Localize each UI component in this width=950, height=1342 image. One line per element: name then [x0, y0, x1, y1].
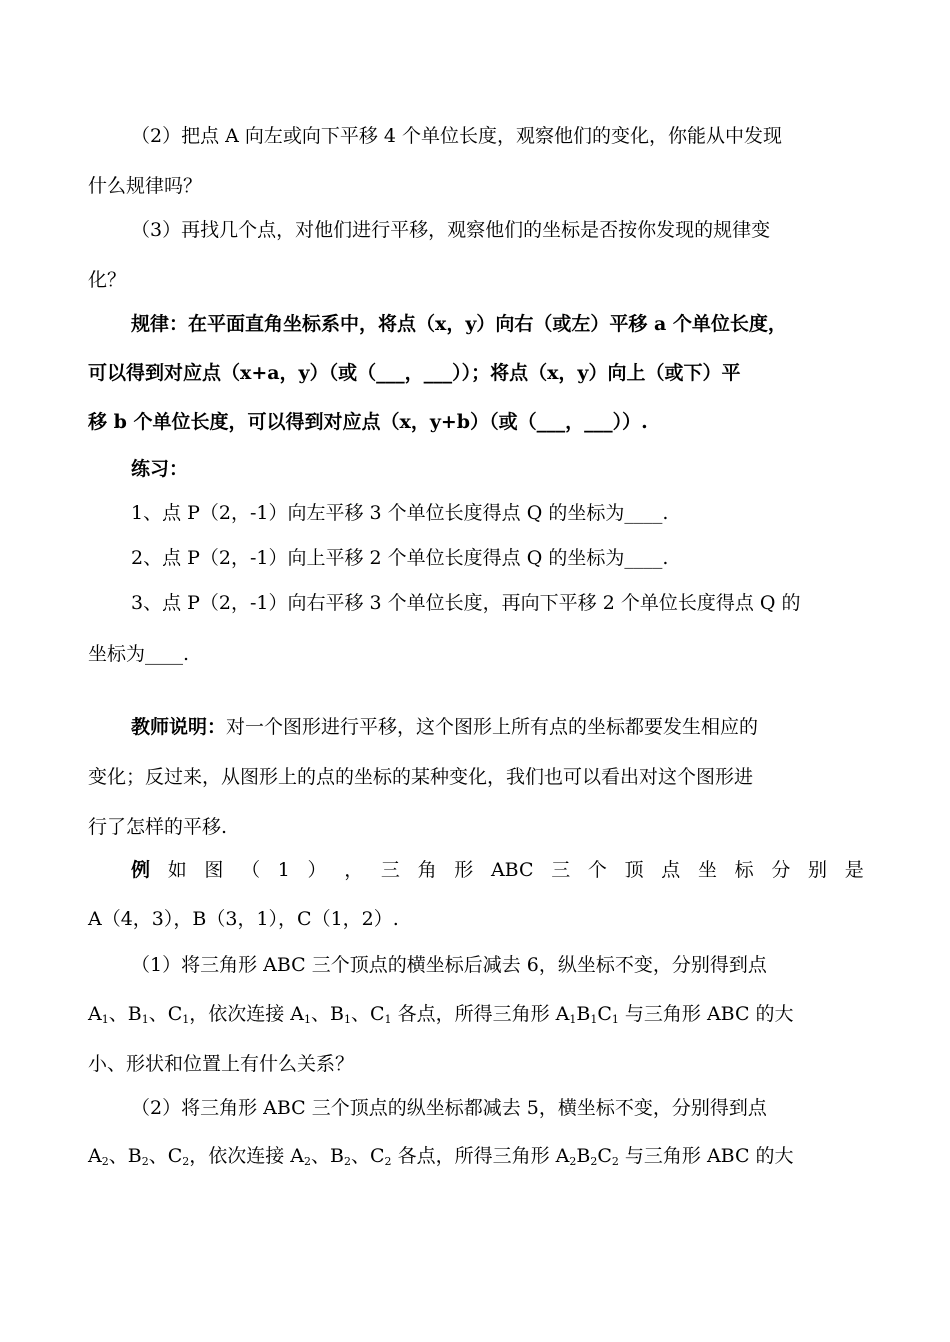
- example-token: 顶: [624, 859, 644, 881]
- subscript: 2: [343, 1155, 351, 1168]
- subscript: 2: [569, 1155, 577, 1168]
- example-token: ）: [307, 859, 327, 881]
- question-3-line-2: 化？: [88, 269, 127, 291]
- example-token: 如: [167, 859, 187, 881]
- teacher-note-line-3: 行了怎样的平移.: [88, 816, 228, 838]
- subscript: 1: [182, 1013, 190, 1026]
- text-run: B: [576, 1145, 591, 1167]
- question-2-line-1: （2）把点 A 向左或向下平移 4 个单位长度，观察他们的变化，你能从中发现: [131, 125, 783, 147]
- teacher-note-text: 对一个图形进行平移，这个图形上所有点的坐标都要发生相应的: [226, 716, 759, 738]
- example-token: 标: [734, 859, 754, 881]
- part-1-line-3: 小、形状和位置上有什么关系？: [88, 1053, 355, 1075]
- subscript: 1: [304, 1013, 312, 1026]
- text-run: 各点，所得三角形 A: [391, 1003, 570, 1025]
- text-run: 、C: [350, 1145, 385, 1167]
- text-run: 、B: [108, 1003, 142, 1025]
- example-token: 形: [454, 859, 474, 881]
- part-1-line-2: [88, 1001, 864, 1027]
- question-2-line-2: 什么规律吗？: [88, 175, 203, 197]
- example-token: 别: [808, 859, 828, 881]
- example-token: 点: [661, 859, 681, 881]
- text-run: 与三角形 ABC 的大: [618, 1145, 794, 1167]
- text-run: ，依次连接 A: [189, 1003, 305, 1025]
- part-2-line-2: [88, 1143, 864, 1169]
- rule-line-3: 移 b 个单位长度，可以得到对应点（x，y+b）（或（___，___））.: [88, 411, 648, 433]
- example-token: 坐: [697, 859, 717, 881]
- rule-line-2: 可以得到对应点（x+a，y）（或（___，___））；将点（x，y）向上（或下）平: [88, 362, 741, 384]
- text-run: A: [88, 1145, 102, 1167]
- part-1-line-1: （1）将三角形 ABC 三个顶点的横坐标后减去 6，纵坐标不变，分别得到点: [131, 954, 767, 976]
- exercise-3-line-1: 3、点 P（2，-1）向右平移 3 个单位长度，再向下平移 2 个单位长度得点 Q 的: [131, 592, 801, 614]
- example-token: 个: [587, 859, 607, 881]
- text-run: 、C: [350, 1003, 385, 1025]
- example-token: 三: [551, 859, 571, 881]
- text-run: 、B: [311, 1003, 344, 1025]
- exercise-1: 1、点 P（2，-1）向左平移 3 个单位长度得点 Q 的坐标为____.: [131, 502, 669, 524]
- text-run: C: [597, 1145, 612, 1167]
- subscript: 2: [590, 1155, 598, 1168]
- question-3-line-1: （3）再找几个点，对他们进行平移，观察他们的坐标是否按你发现的规律变: [131, 219, 771, 241]
- teacher-note-label: 教师说明：: [131, 716, 227, 738]
- example-label: 例: [131, 859, 151, 881]
- exercise-2: 2、点 P（2，-1）向上平移 2 个单位长度得点 Q 的坐标为____.: [131, 547, 669, 569]
- subscript: 2: [182, 1155, 190, 1168]
- subscript: 1: [384, 1013, 392, 1026]
- subscript: 1: [569, 1013, 577, 1026]
- text-run: ，依次连接 A: [189, 1145, 305, 1167]
- teacher-note-line-2: 变化；反过来，从图形上的点的坐标的某种变化，我们也可以看出对这个图形进: [88, 766, 754, 788]
- text-run: 、B: [108, 1145, 142, 1167]
- text-run: 各点，所得三角形 A: [391, 1145, 570, 1167]
- subscript: 1: [590, 1013, 598, 1026]
- text-run: 、B: [311, 1145, 344, 1167]
- example-token: 分: [771, 859, 791, 881]
- text-run: 、C: [148, 1145, 183, 1167]
- example-token: 角: [417, 859, 437, 881]
- subscript: 1: [343, 1013, 351, 1026]
- subscript: 1: [101, 1013, 109, 1026]
- example-token: ，: [344, 859, 364, 881]
- example-token: 三: [380, 859, 400, 881]
- rule-line-1: 规律：在平面直角坐标系中，将点（x，y）向右（或左）平移 a 个单位长度，: [131, 313, 787, 335]
- example-token: 图: [204, 859, 224, 881]
- example-token: （: [241, 859, 261, 881]
- part-2-line-1: （2）将三角形 ABC 三个顶点的纵坐标都减去 5，横坐标不变，分别得到点: [131, 1097, 767, 1119]
- text-run: C: [597, 1003, 612, 1025]
- example-line-2: A（4，3），B（3，1），C（1，2）.: [88, 908, 399, 930]
- practice-title: 练习：: [131, 458, 189, 480]
- teacher-note-line-1: [131, 714, 864, 740]
- subscript: 2: [141, 1155, 149, 1168]
- example-token: 1: [277, 859, 290, 881]
- subscript: 2: [384, 1155, 392, 1168]
- subscript: 2: [611, 1155, 619, 1168]
- example-line-1: [131, 857, 864, 883]
- text-run: B: [576, 1003, 591, 1025]
- text-run: A: [88, 1003, 102, 1025]
- example-token: 是: [844, 859, 864, 881]
- text-run: 、C: [148, 1003, 183, 1025]
- example-token: ABC: [490, 859, 534, 881]
- exercise-3-line-2: 坐标为____.: [88, 643, 190, 665]
- subscript: 1: [141, 1013, 149, 1026]
- subscript: 1: [611, 1013, 619, 1026]
- subscript: 2: [101, 1155, 109, 1168]
- text-run: 与三角形 ABC 的大: [618, 1003, 794, 1025]
- subscript: 2: [304, 1155, 312, 1168]
